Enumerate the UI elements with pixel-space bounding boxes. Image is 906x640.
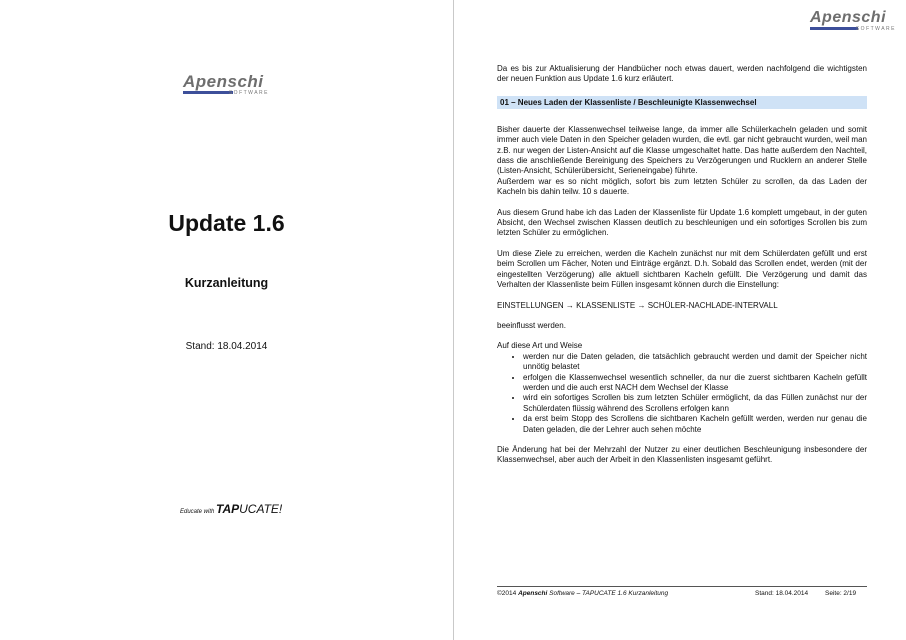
content-page: [454, 0, 906, 640]
document-title: Update 1.6: [168, 210, 285, 236]
footer-date: Stand: 18.04.2014: [755, 590, 809, 597]
intro-paragraph: Da es bis zur Aktualisierung der Handbücher noch etwas dauert, werden nachfolgend die wichtigsten der neuen Funktion aus Update 1.6 kurz erläutert.: [497, 64, 867, 84]
edu-brand-rest: UCATE!: [239, 502, 283, 516]
list-item: • da erst beim Stopp des Scrollens die sichtbaren Kacheln gefüllt werden, werden nur genau die Daten geladen, die der Lehrer auch sehen möchte: [523, 414, 867, 435]
paragraph-7: Die Änderung hat bei der Mehrzahl der Nutzer zu einer deutlichen Beschleunigung insbesondere der Klassenwechsel, aber auch der Arbeit in den Klassenlisten insgesamt geführt.: [497, 444, 867, 465]
footer-rest: Software – TAPUCATE 1.6 Kurzanleitung: [547, 590, 669, 597]
logo-sub: SOFTWARE: [228, 90, 269, 96]
section-heading: 01 – Neues Laden der Klassenliste / Beschleunigte Klassenwechsel: [497, 96, 867, 109]
paragraph-3: Aus diesem Grund habe ich das Laden der Klassenliste für Update 1.6 komplett umgebaut, in der guten Absicht, den Wechsel zwischen Klassen deutlich zu beschleunigen und ein sofortiges Scrollen bis zum letzten Schüler zu ermöglichen.: [497, 207, 867, 238]
footer-brand: Apenschi: [518, 590, 548, 597]
list-item: • wird ein sofortiges Scrollen bis zum letzten Schüler ermöglicht, da das Füllen zunächst nur der Schülerdaten flüssig während des Scrollens erfolgen kann: [523, 393, 867, 414]
list-item: • werden nur die Daten geladen, die tatsächlich gebraucht werden und damit der Speicher nicht unnötig belastet: [523, 352, 867, 373]
paragraph-5: beeinflusst werden.: [497, 320, 566, 330]
document-date: Stand: 18.04.2014: [185, 341, 268, 352]
page-body: [497, 64, 867, 466]
logo-word: Apenschi: [810, 9, 887, 26]
edu-prefix: Educate with: [180, 509, 217, 515]
document-subtitle: Kurzanleitung: [184, 276, 269, 290]
paragraph-6: Auf diese Art und Weise: [497, 341, 583, 351]
apenschi-logo: [183, 73, 269, 96]
list-item: • erfolgen die Klassenwechsel wesentlich schneller, da nur die zuerst sichtbaren Kacheln gefüllt werden und die auch erst NACH dem Wechsel der Klasse: [523, 373, 867, 394]
logo-word: Apenschi: [183, 72, 264, 91]
footer-page-number: Seite: 2/19: [825, 590, 857, 597]
logo-sub: SOFTWARE: [855, 26, 896, 32]
paragraph-4: Um diese Ziele zu erreichen, werden die Kacheln zunächst nur mit dem Schülerdaten gefüllt und erst beim Scrollen um Fächer, Noten und Einträge ergänzt. D.h. Sobald das Scrollen endet, werden (mit der eingestellten Verzögerung) alle aktuell sichtbaren Kacheln gefüllt. Die Verzögerung und damit das Verhalten der Klassenliste beim Füllen insgesamt können durch die Einstellung:: [497, 248, 867, 290]
benefit-list: [497, 352, 867, 435]
apenschi-logo-small: [810, 10, 896, 32]
footer-copyright-text: ©2014: [497, 590, 519, 597]
page-footer: [497, 586, 867, 597]
tapucate-brand: [180, 500, 282, 518]
paragraph-2: Außerdem war es so nicht möglich, sofort bis zum letzten Schüler zu scrollen, da das Laden der Kacheln bis dahin teilw. 10 s dauerte.: [497, 176, 867, 197]
settings-path: EINSTELLUNGEN → KLASSENLISTE → SCHÜLER-NACHLADE-INTERVALL: [497, 300, 778, 310]
edu-brand: [216, 502, 282, 516]
footer-copyright: [497, 590, 668, 598]
paragraph-1: Bisher dauerte der Klassenwechsel teilweise lange, da immer alle Schülerkacheln geladen und somit immer auch viele Daten in den Speicher geladen wurden, die evtl. gar nicht gebraucht wurden, weil man z.B. nur wegen der Listen-Ansicht auf die Klasse umgeschaltet hatte. Das hatte außerdem den Nachteil, dass die anschließende Bereinigung des Speichers zu Verzögerungen und Rucklern an anderer Stelle (Listen-Ansicht, Schülerübersicht, Serieneingabe) führte.: [497, 124, 867, 176]
edu-brand-bold: TAP: [216, 502, 240, 516]
